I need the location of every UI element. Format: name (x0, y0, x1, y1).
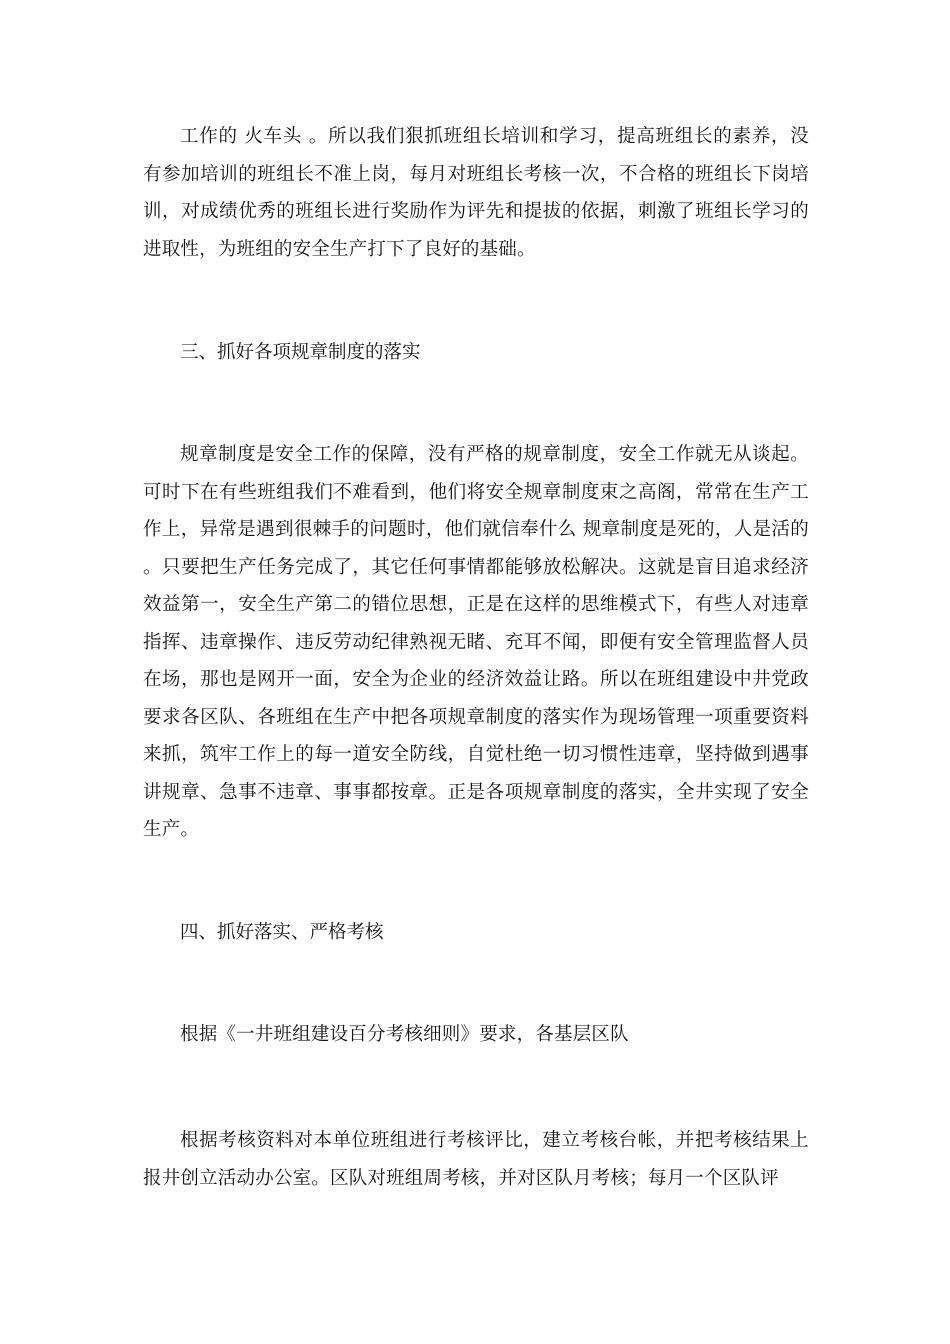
section-heading-3: 三、抓好各项规章制度的落实 (180, 342, 421, 363)
paragraph-assessment-process: 根据考核资料对本单位班组进行考核评比，建立考核台帐，并把考核结果上报井创立活动办公室。区队对班组周考核，并对区队月考核；每月一个区队评 (143, 1130, 809, 1189)
section-heading-4: 四、抓好落实、严格考核 (180, 922, 384, 943)
paragraph-assessment-rules: 根据《一井班组建设百分考核细则》要求，各基层区队 (180, 1024, 629, 1045)
paragraph-training: 工作的 火车头 。所以我们狠抓班组长培训和学习，提高班组长的素养，没有参加培训的班组长不准上岗，每月对班组长考核一次，不合格的班组长下岗培训，对成绩优秀的班组长进行奖励作为评先和提拔的依据，刺激了班组长学习的进取性，为班组的安全生产打下了良好的基础。 (143, 126, 809, 260)
paragraph-regulations: 规章制度是安全工作的保障，没有严格的规章制度，安全工作就无从谈起。可时下在有些班组我们不难看到，他们将安全规章制度束之高阁，常常在生产工作上，异常是遇到很棘手的问题时，他们就信奉什么 规章制度是死的，人是活的 。只要把生产任务完成了，其它任何事情都能够放松解决。这就是盲目追求经济效益第一，安全生产第二的错位思想，正是在这样的思维模式下，有些人对违章指挥、违章操作、违反劳动纪律熟视无睹、充耳不闻，即便有安全管理监督人员在场，那也是网开一面，安全为企业的经济效益让路。所以在班组建设中井党政要求各区队、各班组在生产中把各项规章制度的落实作为现场管理一项重要资料来抓，筑牢工作上的每一道安全防线，自觉杜绝一切习惯性违章，坚持做到遇事讲规章、急事不违章、事事都按章。正是各项规章制度的落实，全井实现了安全生产。 (143, 444, 809, 840)
